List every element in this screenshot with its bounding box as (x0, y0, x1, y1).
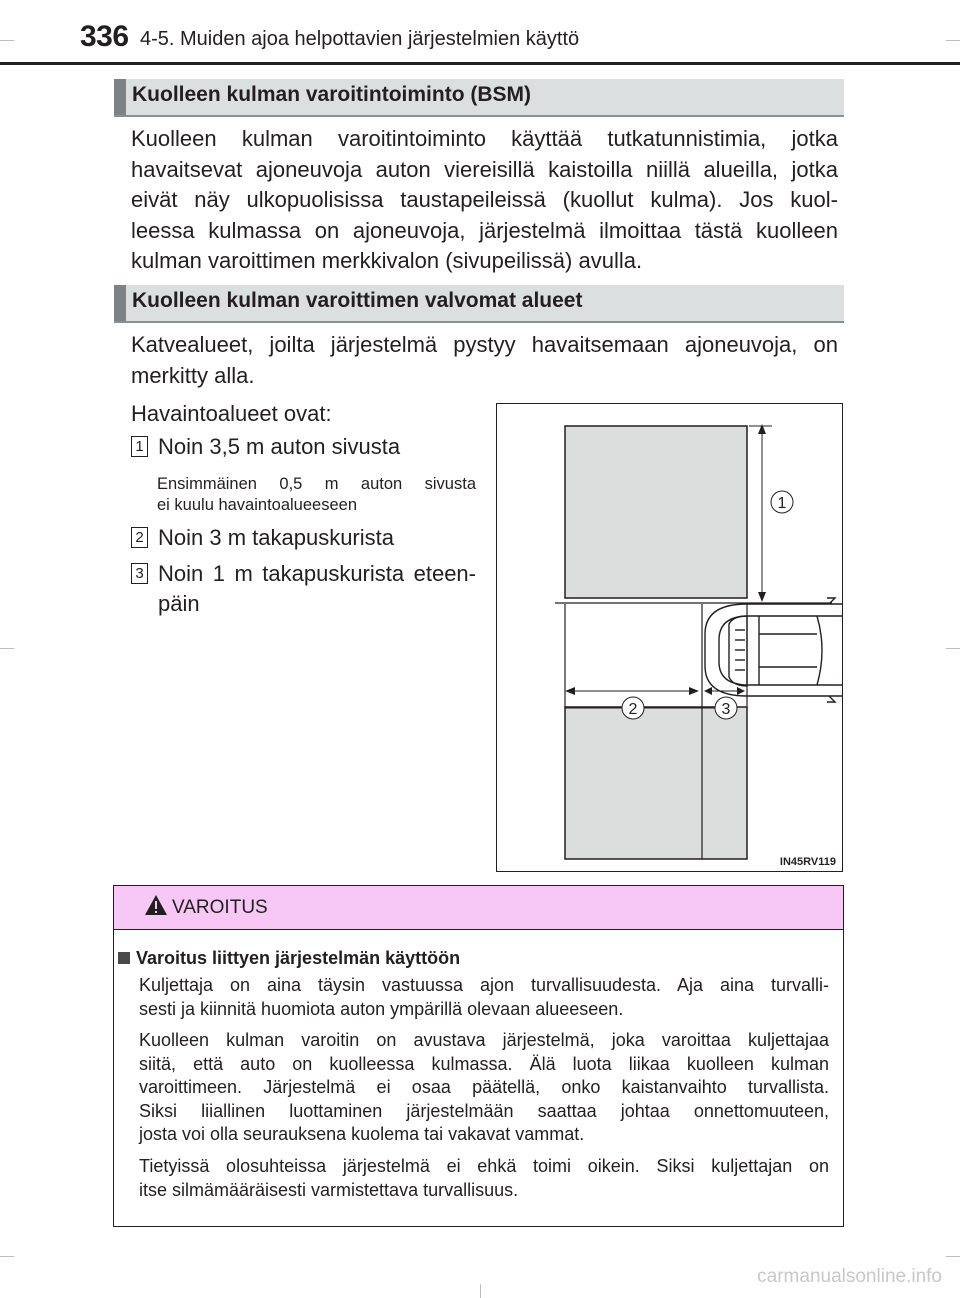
watermark: carmanualsonline.info (757, 1266, 942, 1287)
item-text-line: päin (158, 591, 200, 616)
section-heading-text: Kuolleen kulman varoittimen valvomat alueet (132, 289, 583, 312)
text-line: josta voi olla seurauksena kuolema tai vakavat vammat. (139, 1124, 585, 1144)
warning-box (113, 885, 844, 1227)
warning-subheading (118, 948, 460, 969)
chapter-title: 4-5. Muiden ajoa helpottavien järjestelmien käyttö (140, 28, 580, 50)
areas-description (131, 330, 838, 391)
text-line: eivät näy ulkopuolisissa taustapeileissä (kuollut kulma). Jos kuol- (131, 187, 838, 212)
text-line: siitä, että auto on kuolleessa kulmassa. Älä luota liikaa kuolleen kulman (139, 1053, 829, 1074)
crop-mark (946, 648, 960, 649)
item-note (157, 474, 476, 516)
section-heading-bsm (114, 79, 844, 117)
detection-item-3 (131, 559, 476, 619)
text-line: Siksi liiallinen luottaminen järjestelmään saattaa johtaa onnettomuuteen, (139, 1100, 829, 1121)
section-heading-text: Kuolleen kulman varoitintoiminto (BSM) (132, 83, 532, 106)
bullet-square-icon (118, 952, 130, 964)
text-line: Katvealueet, joilta järjestelmä pystyy havaitsemaan ajoneuvoja, on (131, 332, 838, 357)
note-line: Ensimmäinen 0,5 m auton sivusta (157, 475, 476, 493)
text-line: itse silmämääräisesti varmistettava turvallisuus. (139, 1179, 519, 1200)
warning-subheading-text: Varoitus liittyen järjestelmän käyttöön (136, 948, 461, 968)
crop-mark (946, 1256, 960, 1257)
detection-intro: Havaintoalueet ovat: (131, 401, 332, 426)
arrow-head (704, 687, 712, 695)
item-number: 2 (131, 527, 148, 548)
crop-mark (480, 1284, 481, 1298)
text-line: Kuljettaja on aina täysin vastuussa ajon turvallisuudesta. Aja aina turvalli- (139, 975, 829, 995)
section-heading-areas (114, 285, 844, 323)
crop-mark (0, 648, 14, 649)
car-outline (705, 598, 842, 702)
callout-label-1: 1 (777, 495, 787, 512)
crop-mark (946, 40, 960, 41)
text-line: varoittimeen. Järjestelmä ei osaa päätellä, onko kaistanvaihto turvallista. (139, 1077, 829, 1097)
text-line: kulman varoittimen merkkivalon (sivupeilissä) avulla. (131, 248, 643, 273)
item-text (158, 559, 476, 619)
warning-title: VAROITUS (172, 897, 268, 918)
item-number: 1 (131, 436, 148, 457)
diagram-svg (497, 404, 842, 871)
text-line: Tietyissä olosuhteissa järjestelmä ei ehkä toimi oikein. Siksi kuljettajan on (139, 1156, 829, 1176)
item-number: 3 (131, 563, 148, 584)
arrow-head (758, 592, 766, 602)
figure-code: IN45RV119 (779, 856, 836, 868)
text-line: havaitsevat ajoneuvoja auton viereisillä kaistoilla niillä alueilla, jotka (131, 156, 838, 182)
page-number: 336 (80, 20, 129, 53)
warning-paragraph-3 (139, 1155, 829, 1202)
callout-label-2: 2 (628, 701, 638, 718)
rear-detection-zone (565, 707, 747, 859)
text-line: merkitty alla. (131, 362, 255, 388)
arrow-head (689, 687, 699, 695)
crop-mark (0, 40, 14, 41)
text-line: Kuolleen kulman varoitintoiminto käyttää tutkatunnistimia, jotka (131, 126, 838, 151)
item-text: Noin 3 m takapuskurista (158, 525, 394, 550)
note-line: ei kuulu havaintoalueeseen (157, 496, 357, 514)
text-line: Kuolleen kulman varoitin on avustava järjestelmä, joka varoittaa kuljettajaa (139, 1030, 829, 1050)
side-detection-zone (565, 426, 747, 598)
warning-paragraph-2 (139, 1029, 829, 1147)
warning-triangle-icon (144, 894, 168, 916)
arrow-head (737, 687, 745, 695)
heading-bar (114, 285, 126, 321)
arrow-head (565, 687, 575, 695)
warning-header (114, 886, 843, 930)
item-text: Noin 3,5 m auton sivusta (158, 434, 401, 459)
heading-bar (114, 79, 126, 115)
item-text-line: Noin 1 m takapuskurista eteen- (158, 561, 476, 586)
text-line: leessa kulmassa on ajoneuvoja, järjestelmä ilmoittaa tästä kuolleen (131, 217, 838, 243)
crop-mark (0, 1256, 14, 1257)
callout-label-3: 3 (721, 701, 731, 718)
header-rule (0, 62, 960, 65)
detection-area-diagram (496, 403, 843, 872)
warning-paragraph-1 (139, 974, 829, 1021)
text-line: sesti ja kiinnitä huomiota auton ympärillä olevaan alueeseen. (139, 998, 624, 1019)
bsm-description (131, 124, 838, 277)
